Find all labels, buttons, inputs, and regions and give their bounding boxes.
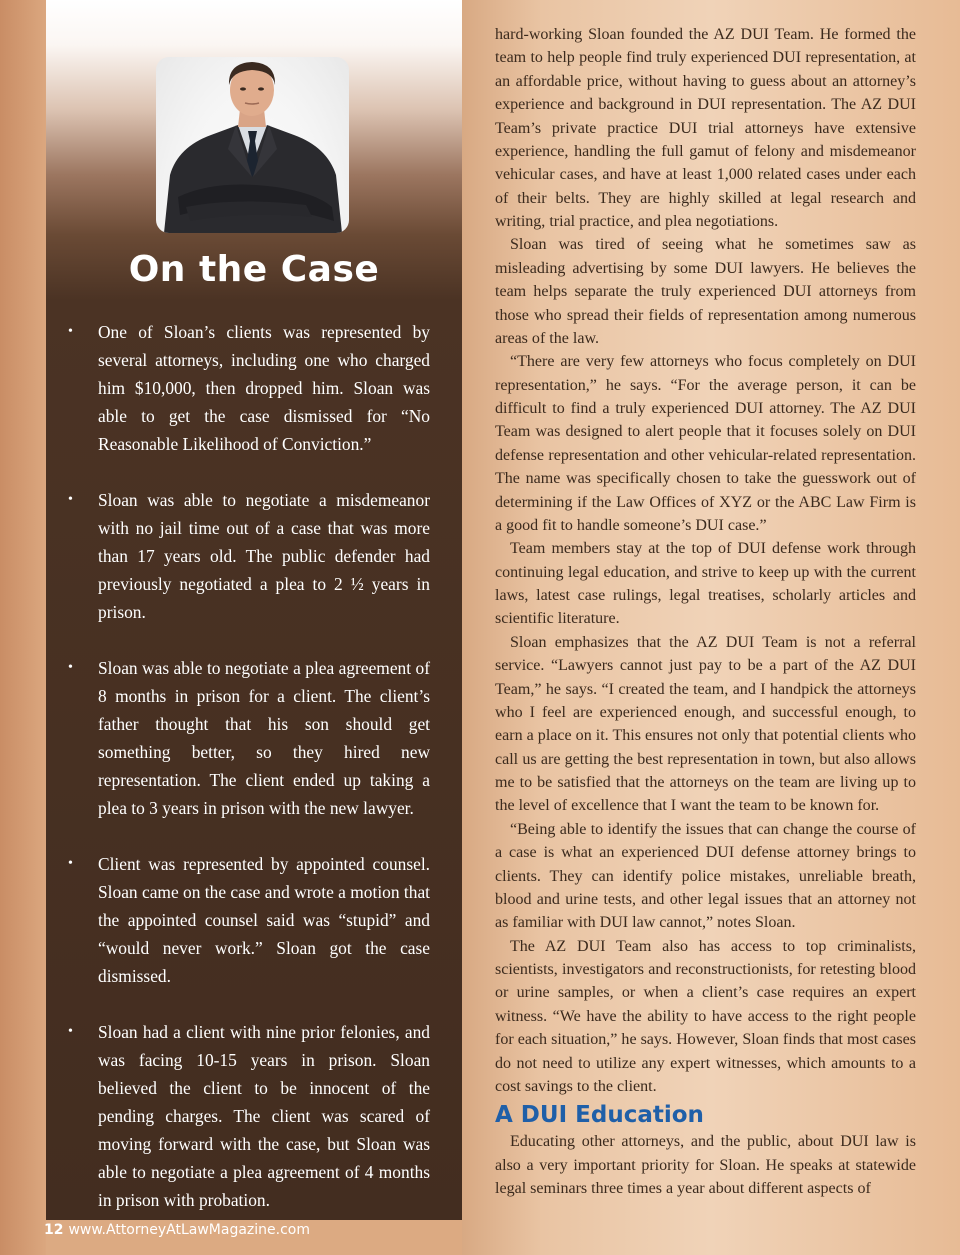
page-edge	[0, 0, 46, 1255]
article-paragraph: Sloan emphasizes that the AZ DUI Team is not a referral service. “Lawyers cannot just pay to be a part of the AZ DUI Team,” he says. “I created the team, and I handpick the attorneys who I feel are experienced enough, and successful enough, to earn a place on it. This ensures not only that potential clients who call us are getting the best representation in town, but also allows me to be satisfied that the attorneys on the team are living up to the level of excellence that I want the team to be known for.	[495, 633, 916, 815]
case-bullet	[64, 850, 430, 990]
case-bullet	[64, 654, 430, 822]
page-footer	[44, 1219, 310, 1241]
bullet-dot-icon: •	[68, 324, 73, 339]
article-paragraph: Team members stay at the top of DUI defense work through continuing legal education, and strive to keep up with the current laws, latest case rulings, legal treatises, scholarly articles and scientific literature.	[495, 540, 916, 628]
case-bullet-text: Sloan had a client with nine prior felonies, and was facing 10-15 years in prison. Sloan believed the client to be innocent of the pending charges. The client was scared of moving forward with the case, but Sloan was able to negotiate a plea agreement of 4 months in prison with probation.	[98, 1022, 430, 1210]
case-bullet-list	[64, 318, 430, 1242]
bullet-dot-icon: •	[68, 660, 73, 675]
article-paragraph: Sloan was tired of seeing what he sometimes saw as misleading advertising by some DUI lawyers. He believes the team helps separate the truly experienced DUI attorneys from those who spread their fields of representation among numerous areas of the law.	[495, 236, 916, 347]
case-bullet	[64, 318, 430, 458]
section-heading: A DUI Education	[495, 1102, 704, 1129]
case-bullet	[64, 1018, 430, 1214]
article-paragraph: Educating other attorneys, and the public, about DUI law is also a very important priority for Sloan. He speaks at statewide legal seminars three times a year about different aspects of	[495, 1133, 916, 1197]
sidebar-title: On the Case	[128, 249, 380, 290]
bullet-dot-icon: •	[68, 856, 73, 871]
bullet-dot-icon: •	[68, 1024, 73, 1039]
article-paragraph: The AZ DUI Team also has access to top criminalists, scientists, investigators and reconstructionists, for retesting blood or urine samples, or when a client’s case requires an expert witness. “We have the ability to have access to the right people for each situation,” he says. However, Sloan finds that most cases do not need to utilize any expert witnesses, which amounts to a cost savings to the client.	[495, 937, 916, 1095]
article-column	[495, 23, 916, 1200]
case-bullet	[64, 486, 430, 626]
case-bullet-text: Client was represented by appointed counsel. Sloan came on the case and wrote a motion that the appointed counsel said was “stupid” and “would never work.” Sloan got the case dismissed.	[98, 854, 430, 986]
case-bullet-text: Sloan was able to negotiate a plea agreement of 8 months in prison for a client. The client’s father thought that his son should get something better, so they hired new representation. The client ended up taking a plea to 3 years in prison with the new lawyer.	[98, 658, 430, 818]
article-paragraph: “Being able to identify the issues that can change the course of a case is what an experienced DUI defense attorney brings to clients. They can identify police mistakes, unreliable breath, blood and urine tests, and other legal issues that an attorney not as familiar with DUI law cannot,” notes Sloan.	[495, 820, 916, 932]
bullet-dot-icon: •	[68, 492, 73, 507]
attorney-portrait	[156, 57, 349, 233]
page-number: 12	[44, 1222, 64, 1238]
case-bullet-text: Sloan was able to negotiate a misdemeanor with no jail time out of a case that was more than 17 years old. The public defender had previously negotiated a plea to 2 ½ years in prison.	[98, 490, 430, 622]
article-paragraph: “There are very few attorneys who focus completely on DUI representation,” he says. “For the average person, it can be difficult to find a truly experienced DUI attorney. The AZ DUI Team was designed to alert people that it focuses solely on DUI defense representation and other vehicular-related representation. The name was specifically chosen to take the guesswork out of determining if the Law Offices of XYZ or the ABC Law Firm is a good fit to handle someone’s DUI case.”	[495, 353, 916, 534]
case-bullet-text: One of Sloan’s clients was represented by several attorneys, including one who charged him $10,000, then dropped him. Sloan was able to get the case dismissed for “No Reasonable Likelihood of Conviction.”	[98, 322, 430, 454]
footer-url: www.AttorneyAtLawMagazine.com	[68, 1222, 311, 1238]
article-paragraph: hard-working Sloan founded the AZ DUI Team. He formed the team to help people find truly experienced DUI representation, at an affordable price, without having to guess about an attorney’s experience and background in DUI representation. The AZ DUI Team’s private practice DUI trial attorneys have extensive experience, handling the full gamut of felony and misdemeanor vehicular cases, and have at least 1,000 related cases under each of their belts. They are highly skilled at legal research and writing, trial practice, and plea negotiations.	[495, 26, 916, 230]
